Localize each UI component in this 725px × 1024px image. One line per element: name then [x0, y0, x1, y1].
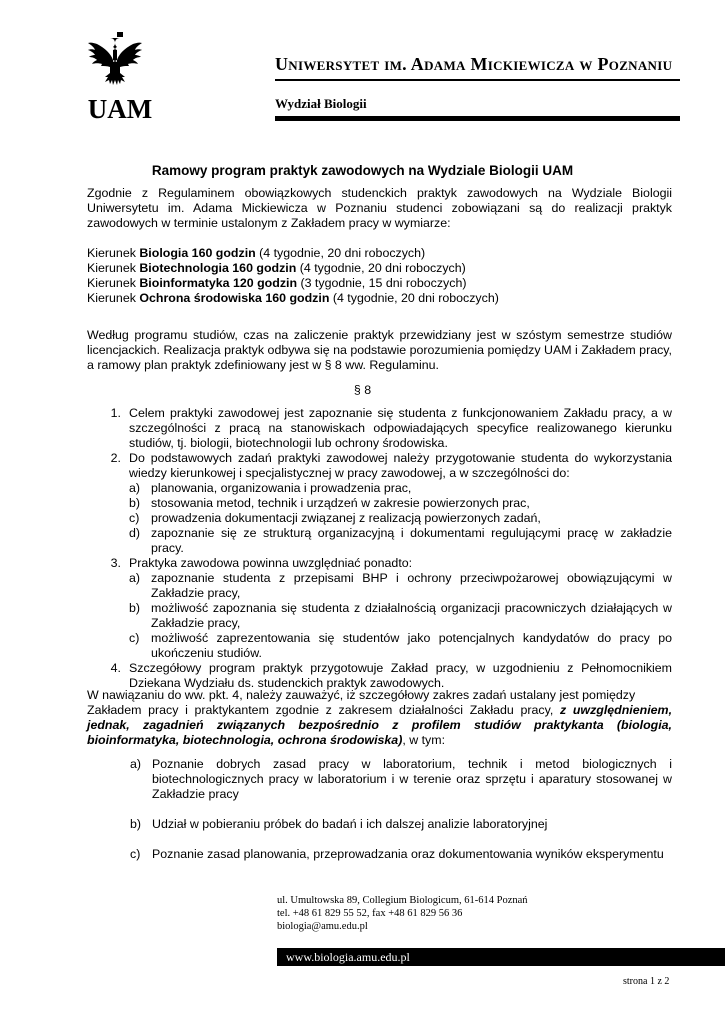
sub-item: d) zapoznanie się ze strukturą organizacyjną i dokumentami regulującymi pracę w zakładzie pracy. — [129, 526, 672, 555]
intro-paragraph: Zgodnie z Regulaminem obowiązkowych studenckich praktyk zawodowych na Wydziale Biologii Uniwersytetu im. Adama Mickiewicza w Poznaniu studenci zobowiązani są do realizacji praktyk zawodowych w terminie ustalonym z Zakładem pracy w wymiarze: — [87, 186, 672, 230]
sub-item: a) zapoznanie studenta z przepisami BHP i ochrony przeciwpożarowej obowiązującymi w Zakładzie pracy, — [129, 571, 672, 600]
kierunki-list — [87, 246, 672, 306]
sub-item: b) możliwość zapoznania się studenta z działalnością organizacji pracowniczych działających w Zakładzie pracy, — [129, 601, 672, 630]
task-list — [130, 757, 672, 877]
footer-contact — [277, 894, 528, 933]
website-link[interactable]: www.biologia.amu.edu.pl — [286, 950, 410, 964]
footer-website-bar — [277, 948, 725, 966]
logo-text: UAM — [87, 94, 153, 120]
kierunek-line: Kierunek Biologia 160 godzin (4 tygodnie, 20 dni roboczych) — [87, 246, 426, 260]
kierunek-line: Kierunek Biotechnologia 160 godzin (4 tygodnie, 20 dni roboczych) — [87, 261, 466, 275]
university-name: Uniwersytet im. Adama Mickiewicza w Poznaniu — [275, 54, 673, 74]
sub-item: c) prowadzenia dokumentacji związanej z realizacją powierzonych zadań, — [129, 511, 541, 525]
footer-address: ul. Umultowska 89, Collegium Biologicum, 61-614 Poznań — [277, 895, 528, 906]
sub-item: a) planowania, organizowania i prowadzenia prac, — [129, 481, 412, 495]
list-item: 2. Do podstawowych zadań praktyki zawodowej należy przygotowanie studenta do wykorzystania wiedzy kierunkowej i specjalistycznej w pracy zawodowej, a w szczególności do: a) planowania, organizowania i prowadzenia prac, b) stosowania metod, technik i urządzeń w zakresie powierzonych prac, c) prowadzenia dokumentacji związanej z realizacją powierzonych zadań, d) zapoznanie się ze strukturą organizacyjną i dokumentami regulującymi pracę w zakładzie pracy. — [110, 451, 672, 555]
header-rule-thin — [275, 79, 680, 81]
page-number: strona 1 z 2 — [623, 976, 670, 987]
task-item: a) Poznanie dobrych zasad pracy w laboratorium, technik i metod biologicznych i biotechnologicznych pracy w laboratorium i w terenie oraz sprzętu i aparatury stosowanej w Zakładzie pracy — [130, 757, 672, 801]
footer-email[interactable]: biologia@amu.edu.pl — [277, 921, 368, 932]
list-item: 3. Praktyka zawodowa powinna uwzględniać ponadto: a) zapoznanie studenta z przepisami BHP i ochrony przeciwpożarowej obowiązującymi w Zakładzie pracy, b) możliwość zapoznania się studenta z działalnością organizacji pracowniczych działających w Zakładzie pracy, c) możliwość zaprezentowania się studentów jako potencjalnych kandydatów do pracy po ukończeniu studiów. — [110, 556, 672, 660]
kierunek-line: Kierunek Ochrona środowiska 160 godzin (4 tygodnie, 20 dni roboczych) — [87, 291, 499, 305]
task-item: c) Poznanie zasad planowania, przeprowadzania oraz dokumentowania wyników eksperymentu — [130, 847, 664, 861]
section-points — [87, 406, 672, 691]
uam-logo — [84, 32, 156, 120]
list-item: 4. Szczegółowy program praktyk przygotowuje Zakład pracy, w uzgodnieniu z Pełnomocnikiem Dziekana Wydziału ds. studenckich praktyk zawodowych. — [110, 661, 672, 690]
list-item: 1. Celem praktyki zawodowej jest zapoznanie się studenta z funkcjonowaniem Zakładu pracy, a w szczególności z pracą na stanowiskach odpowiadających specyfice realizowanego kierunku studiów, tj. biologii, biotechnologii lub ochrony środowiska. — [110, 406, 672, 450]
footer-phone: tel. +48 61 829 55 52, fax +48 61 829 56 36 — [277, 908, 463, 919]
faculty-name: Wydział Biologii — [275, 96, 367, 111]
sub-item: b) stosowania metod, technik i urządzeń w zakresie powierzonych prac, — [129, 496, 530, 510]
kierunek-line: Kierunek Bioinformatyka 120 godzin (3 tygodnie, 15 dni roboczych) — [87, 276, 467, 290]
task-item: b) Udział w pobieraniu próbek do badań i ich dalszej analizie laboratoryjnej — [130, 817, 548, 831]
section-mark: § 8 — [353, 383, 372, 397]
program-paragraph: Według programu studiów, czas na zaliczenie praktyk przewidziany jest w szóstym semestrze studiów licencjackich. Realizacja praktyk odbywa się na podstawie porozumienia pomiędzy UAM i Zakładem pracy, a ramowy plan praktyk zdefiniowany jest w § 8 ww. Regulaminu. — [87, 328, 672, 372]
document-title: Ramowy program praktyk zawodowych na Wydziale Biologii UAM — [151, 163, 574, 178]
sub-item: c) możliwość zaprezentowania się studentów jako potencjalnych kandydatów do pracy po ukończeniu studiów. — [129, 631, 672, 660]
scope-paragraph: W nawiązaniu do ww. pkt. 4, należy zauważyć, iż szczegółowy zakres zadań ustalany jest pomiędzy Zakładem pracy i praktykantem zgodnie z zakresem działalności Zakładu pracy, z uwzględnieniem, jednak, zagadnień związanych bezpośrednio z profilem studiów praktykanta (biologia, bioinformatyka, biotechnologia, ochrona środowiska), w tym: — [87, 688, 673, 747]
header-rule-thick — [275, 116, 680, 121]
